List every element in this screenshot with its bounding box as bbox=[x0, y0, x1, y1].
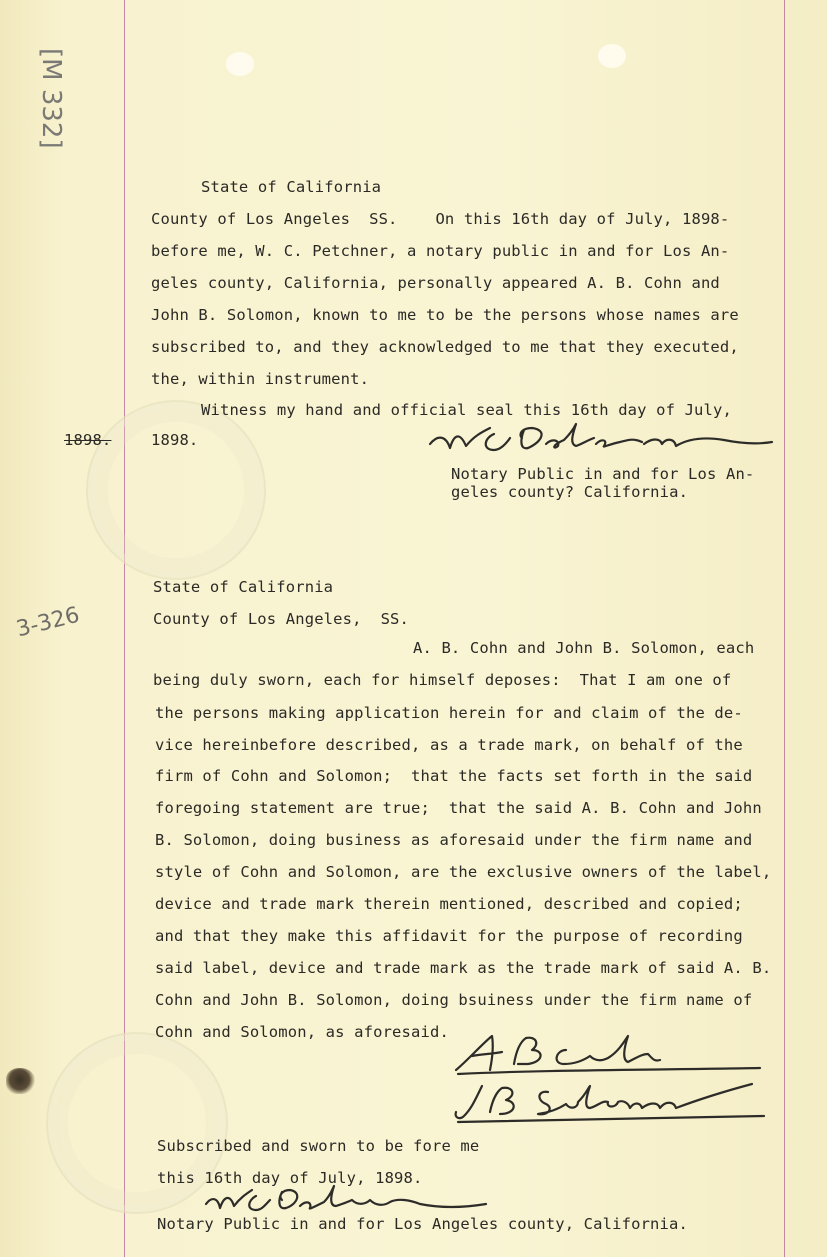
affidavit-line: foregoing statement are true; that the said A. B. Cohn and John bbox=[155, 799, 762, 817]
vertical-margin-reference: [M 332] bbox=[36, 48, 66, 149]
affidavit-line: Cohn and John B. Solomon, doing bsuiness under the firm name of bbox=[155, 991, 753, 1009]
jurat-notary-title: Notary Public in and for Los Angeles county, California. bbox=[157, 1215, 688, 1233]
affidavit-line: State of California bbox=[153, 578, 334, 596]
jurat-line: this 16th day of July, 1898. bbox=[157, 1169, 423, 1187]
signature-j-b-solomon bbox=[452, 1078, 768, 1126]
affidavit-line: firm of Cohn and Solomon; that the facts set forth in the said bbox=[155, 767, 753, 785]
affidavit-line: vice hereinbefore described, as a trade mark, on behalf of the bbox=[155, 736, 743, 754]
cert-line: the, within instrument. bbox=[151, 370, 370, 388]
notary-title-line: geles county? California. bbox=[451, 483, 689, 501]
affidavit-line: being duly sworn, each for himself deposes: That I am one of bbox=[153, 671, 732, 689]
notary-seal-embossed bbox=[86, 400, 266, 580]
affidavit-line: A. B. Cohn and John B. Solomon, each bbox=[413, 639, 755, 657]
affidavit-line: device and trade mark therein mentioned, described and copied; bbox=[155, 895, 743, 913]
right-margin-rule bbox=[784, 0, 785, 1257]
cert-line: 1898. bbox=[151, 431, 199, 449]
struck-year: 1898. bbox=[64, 431, 112, 449]
notary-title-line: Notary Public in and for Los An- bbox=[451, 465, 755, 483]
affidavit-line: County of Los Angeles, SS. bbox=[153, 610, 410, 628]
affidavit-line: Cohn and Solomon, as aforesaid. bbox=[155, 1023, 449, 1041]
jurat-line: Subscribed and sworn to be fore me bbox=[157, 1137, 480, 1155]
jurat-notary-signature bbox=[200, 1178, 490, 1218]
affidavit-line: the persons making application herein for and claim of the de- bbox=[155, 704, 743, 722]
cert-line: County of Los Angeles SS. On this 16th day of July, 1898- bbox=[151, 210, 730, 228]
affidavit-line: and that they make this affidavit for the purpose of recording bbox=[155, 927, 743, 945]
affidavit-line: B. Solomon, doing business as aforesaid under the firm name and bbox=[155, 831, 753, 849]
margin-reference-number: 3-326 bbox=[13, 602, 83, 643]
cert-line: John B. Solomon, known to me to be the persons whose names are bbox=[151, 306, 739, 324]
cert-line: subscribed to, and they acknowledged to me that they executed, bbox=[151, 338, 739, 356]
cert-line: State of California bbox=[201, 178, 382, 196]
affidavit-line: said label, device and trade mark as the trade mark of said A. B. bbox=[155, 959, 772, 977]
notary-signature-petchner bbox=[424, 414, 776, 460]
cert-line: geles county, California, personally appeared A. B. Cohn and bbox=[151, 274, 720, 292]
ink-stain bbox=[6, 1068, 36, 1094]
cert-line: before me, W. C. Petchner, a notary public in and for Los An- bbox=[151, 242, 730, 260]
punch-hole bbox=[598, 44, 626, 68]
punch-hole bbox=[226, 52, 254, 76]
cert-line: Witness my hand and official seal this 16th day of July, bbox=[201, 401, 732, 419]
affidavit-line: style of Cohn and Solomon, are the exclusive owners of the label, bbox=[155, 863, 772, 881]
signature-a-b-cohn bbox=[448, 1030, 764, 1076]
